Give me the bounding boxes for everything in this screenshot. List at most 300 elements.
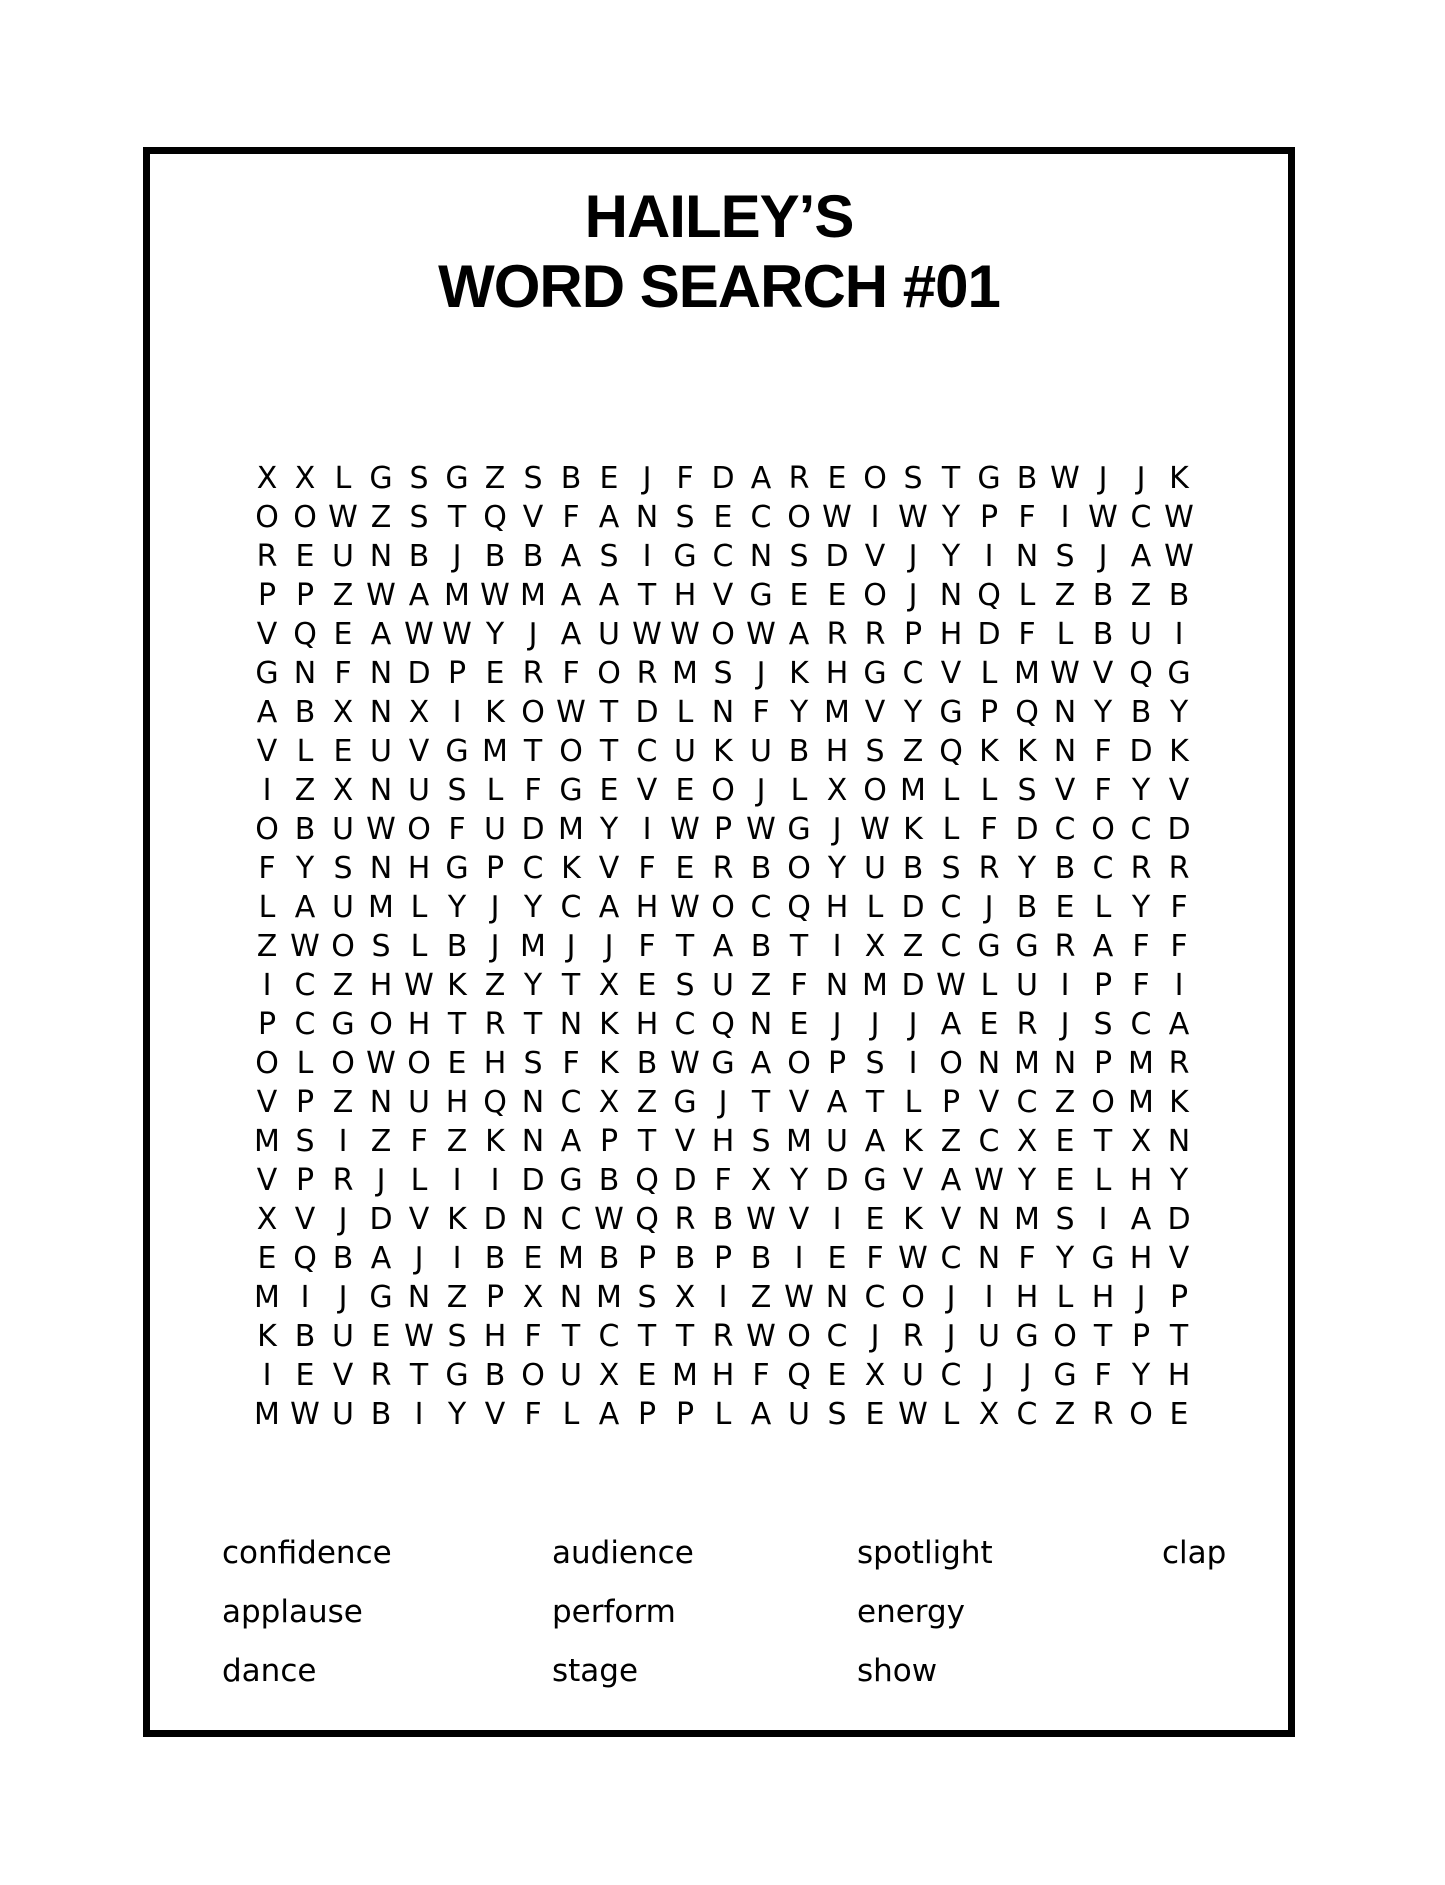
- grid-letter[interactable]: H: [1015, 1280, 1039, 1315]
- grid-letter[interactable]: B: [294, 695, 316, 730]
- grid-letter[interactable]: M: [444, 578, 470, 613]
- grid-letter[interactable]: W: [594, 1202, 624, 1237]
- grid-letter[interactable]: A: [788, 617, 810, 652]
- grid-letter[interactable]: V: [636, 773, 658, 808]
- grid-letter[interactable]: B: [294, 1319, 316, 1354]
- grid-letter[interactable]: U: [408, 1085, 430, 1120]
- grid-letter[interactable]: O: [863, 773, 887, 808]
- grid-letter[interactable]: F: [638, 851, 656, 886]
- grid-letter[interactable]: K: [713, 734, 733, 769]
- grid-letter[interactable]: L: [410, 890, 428, 925]
- grid-letter[interactable]: H: [939, 617, 963, 652]
- grid-letter[interactable]: A: [864, 1124, 886, 1159]
- grid-letter[interactable]: L: [1056, 1280, 1074, 1315]
- grid-letter[interactable]: S: [409, 500, 429, 535]
- grid-letter[interactable]: Z: [1054, 578, 1076, 613]
- grid-letter[interactable]: A: [408, 578, 430, 613]
- grid-letter[interactable]: B: [750, 929, 772, 964]
- grid-letter[interactable]: J: [946, 1280, 956, 1315]
- grid-letter[interactable]: N: [977, 1202, 1001, 1237]
- grid-letter[interactable]: I: [1060, 968, 1070, 1003]
- grid-letter[interactable]: M: [672, 656, 698, 691]
- grid-letter[interactable]: R: [902, 1319, 924, 1354]
- grid-letter[interactable]: J: [908, 578, 918, 613]
- grid-letter[interactable]: J: [452, 539, 462, 574]
- grid-letter[interactable]: O: [1053, 1319, 1077, 1354]
- grid-letter[interactable]: C: [902, 656, 924, 691]
- grid-letter[interactable]: D: [407, 656, 431, 691]
- grid-letter[interactable]: W: [784, 1280, 814, 1315]
- grid-letter[interactable]: H: [1129, 1241, 1153, 1276]
- grid-letter[interactable]: N: [369, 773, 393, 808]
- grid-letter[interactable]: B: [484, 1241, 506, 1276]
- grid-letter[interactable]: E: [599, 773, 619, 808]
- grid-letter[interactable]: M: [520, 578, 546, 613]
- grid-letter[interactable]: N: [521, 1124, 545, 1159]
- grid-letter[interactable]: Q: [939, 734, 963, 769]
- grid-letter[interactable]: F: [790, 968, 808, 1003]
- grid-letter[interactable]: W: [290, 929, 320, 964]
- grid-letter[interactable]: Q: [293, 617, 317, 652]
- grid-letter[interactable]: D: [1129, 734, 1153, 769]
- grid-letter[interactable]: B: [294, 812, 316, 847]
- grid-letter[interactable]: V: [788, 1085, 810, 1120]
- grid-letter[interactable]: I: [718, 1280, 728, 1315]
- grid-letter[interactable]: K: [599, 1007, 619, 1042]
- grid-letter[interactable]: L: [942, 1397, 960, 1432]
- grid-letter[interactable]: Y: [1017, 851, 1037, 886]
- grid-letter[interactable]: O: [407, 1046, 431, 1081]
- grid-letter[interactable]: G: [1015, 1319, 1039, 1354]
- grid-letter[interactable]: O: [787, 1046, 811, 1081]
- grid-letter[interactable]: M: [254, 1280, 280, 1315]
- grid-letter[interactable]: Z: [1054, 1397, 1076, 1432]
- grid-letter[interactable]: S: [827, 1397, 847, 1432]
- grid-letter[interactable]: Z: [636, 1085, 658, 1120]
- grid-letter[interactable]: F: [562, 500, 580, 535]
- grid-letter[interactable]: N: [1053, 1046, 1077, 1081]
- grid-letter[interactable]: W: [898, 1241, 928, 1276]
- grid-letter[interactable]: P: [485, 851, 505, 886]
- grid-letter[interactable]: E: [485, 656, 505, 691]
- grid-letter[interactable]: V: [294, 1202, 316, 1237]
- grid-letter[interactable]: J: [1060, 1007, 1070, 1042]
- grid-letter[interactable]: O: [711, 773, 735, 808]
- grid-letter[interactable]: T: [561, 968, 581, 1003]
- grid-letter[interactable]: M: [672, 1358, 698, 1393]
- grid-letter[interactable]: H: [483, 1046, 507, 1081]
- grid-letter[interactable]: W: [670, 617, 700, 652]
- grid-letter[interactable]: I: [832, 929, 842, 964]
- grid-letter[interactable]: H: [825, 656, 849, 691]
- grid-letter[interactable]: N: [369, 851, 393, 886]
- grid-letter[interactable]: U: [826, 1124, 848, 1159]
- grid-letter[interactable]: U: [332, 812, 354, 847]
- grid-letter[interactable]: E: [827, 578, 847, 613]
- grid-letter[interactable]: V: [712, 578, 734, 613]
- grid-letter[interactable]: G: [331, 1007, 355, 1042]
- grid-letter[interactable]: G: [559, 1163, 583, 1198]
- grid-letter[interactable]: N: [1015, 539, 1039, 574]
- grid-letter[interactable]: B: [1016, 890, 1038, 925]
- grid-letter[interactable]: S: [409, 461, 429, 496]
- grid-letter[interactable]: J: [756, 773, 766, 808]
- grid-letter[interactable]: J: [642, 461, 652, 496]
- grid-letter[interactable]: J: [604, 929, 614, 964]
- grid-letter[interactable]: C: [940, 1358, 962, 1393]
- grid-letter[interactable]: V: [978, 1085, 1000, 1120]
- grid-letter[interactable]: R: [1092, 1397, 1114, 1432]
- grid-letter[interactable]: P: [1169, 1280, 1189, 1315]
- grid-letter[interactable]: J: [1022, 1358, 1032, 1393]
- grid-letter[interactable]: D: [977, 617, 1001, 652]
- grid-letter[interactable]: N: [977, 1241, 1001, 1276]
- grid-letter[interactable]: W: [974, 1163, 1004, 1198]
- grid-letter[interactable]: T: [637, 1319, 657, 1354]
- grid-letter[interactable]: W: [366, 578, 396, 613]
- grid-letter[interactable]: X: [332, 695, 354, 730]
- grid-letter[interactable]: L: [296, 1046, 314, 1081]
- grid-letter[interactable]: M: [482, 734, 508, 769]
- grid-letter[interactable]: V: [902, 1163, 924, 1198]
- grid-letter[interactable]: C: [712, 539, 734, 574]
- grid-letter[interactable]: V: [788, 1202, 810, 1237]
- grid-letter[interactable]: O: [331, 1046, 355, 1081]
- grid-letter[interactable]: I: [490, 1163, 500, 1198]
- grid-letter[interactable]: F: [334, 656, 352, 691]
- grid-letter[interactable]: Y: [941, 539, 961, 574]
- grid-letter[interactable]: X: [1016, 1124, 1038, 1159]
- grid-letter[interactable]: Z: [750, 968, 772, 1003]
- grid-letter[interactable]: W: [1164, 500, 1194, 535]
- grid-letter[interactable]: Z: [446, 1124, 468, 1159]
- grid-letter[interactable]: I: [1098, 1202, 1108, 1237]
- grid-letter[interactable]: B: [598, 1241, 620, 1276]
- grid-letter[interactable]: M: [900, 773, 926, 808]
- grid-letter[interactable]: Z: [294, 773, 316, 808]
- grid-letter[interactable]: R: [370, 1358, 392, 1393]
- grid-letter[interactable]: C: [294, 968, 316, 1003]
- grid-letter[interactable]: F: [1094, 734, 1112, 769]
- grid-letter[interactable]: T: [637, 1124, 657, 1159]
- grid-letter[interactable]: Z: [902, 929, 924, 964]
- grid-letter[interactable]: U: [902, 1358, 924, 1393]
- grid-letter[interactable]: U: [978, 1319, 1000, 1354]
- grid-letter[interactable]: G: [1091, 1241, 1115, 1276]
- grid-letter[interactable]: M: [520, 929, 546, 964]
- grid-letter[interactable]: O: [939, 1046, 963, 1081]
- grid-letter[interactable]: P: [1093, 968, 1113, 1003]
- grid-letter[interactable]: S: [599, 539, 619, 574]
- grid-letter[interactable]: Z: [370, 500, 392, 535]
- grid-letter[interactable]: J: [718, 1085, 728, 1120]
- grid-letter[interactable]: E: [333, 734, 353, 769]
- grid-letter[interactable]: P: [903, 617, 923, 652]
- grid-letter[interactable]: F: [1132, 929, 1150, 964]
- grid-letter[interactable]: Z: [484, 968, 506, 1003]
- grid-letter[interactable]: W: [898, 500, 928, 535]
- grid-letter[interactable]: N: [559, 1280, 583, 1315]
- grid-letter[interactable]: J: [490, 929, 500, 964]
- grid-letter[interactable]: Y: [1017, 1163, 1037, 1198]
- grid-letter[interactable]: B: [408, 539, 430, 574]
- grid-letter[interactable]: S: [941, 851, 961, 886]
- grid-letter[interactable]: A: [826, 1085, 848, 1120]
- grid-letter[interactable]: B: [598, 1163, 620, 1198]
- grid-letter[interactable]: A: [598, 890, 620, 925]
- grid-letter[interactable]: T: [865, 1085, 885, 1120]
- grid-letter[interactable]: E: [523, 1241, 543, 1276]
- grid-letter[interactable]: N: [369, 539, 393, 574]
- grid-letter[interactable]: Z: [370, 1124, 392, 1159]
- grid-letter[interactable]: F: [752, 695, 770, 730]
- grid-letter[interactable]: L: [1056, 617, 1074, 652]
- grid-letter[interactable]: P: [713, 1241, 733, 1276]
- grid-letter[interactable]: Q: [977, 578, 1001, 613]
- grid-letter[interactable]: J: [908, 539, 918, 574]
- grid-letter[interactable]: E: [637, 1358, 657, 1393]
- grid-letter[interactable]: J: [870, 1319, 880, 1354]
- grid-letter[interactable]: O: [901, 1280, 925, 1315]
- grid-letter[interactable]: E: [257, 1241, 277, 1276]
- grid-letter[interactable]: F: [752, 1358, 770, 1393]
- grid-letter[interactable]: K: [903, 812, 923, 847]
- grid-letter[interactable]: K: [485, 695, 505, 730]
- grid-letter[interactable]: F: [524, 1397, 542, 1432]
- grid-letter[interactable]: Z: [1130, 578, 1152, 613]
- grid-letter[interactable]: A: [750, 1046, 772, 1081]
- grid-letter[interactable]: S: [333, 851, 353, 886]
- grid-letter[interactable]: N: [369, 656, 393, 691]
- grid-letter[interactable]: L: [296, 734, 314, 769]
- grid-letter[interactable]: Y: [295, 851, 315, 886]
- grid-letter[interactable]: Z: [446, 1280, 468, 1315]
- grid-letter[interactable]: F: [866, 1241, 884, 1276]
- grid-letter[interactable]: P: [941, 1085, 961, 1120]
- grid-letter[interactable]: Y: [447, 1397, 467, 1432]
- grid-letter[interactable]: O: [255, 500, 279, 535]
- grid-letter[interactable]: N: [711, 695, 735, 730]
- grid-letter[interactable]: S: [1017, 773, 1037, 808]
- grid-letter[interactable]: D: [1167, 812, 1191, 847]
- grid-letter[interactable]: J: [528, 617, 538, 652]
- grid-letter[interactable]: C: [940, 890, 962, 925]
- grid-letter[interactable]: Y: [485, 617, 505, 652]
- grid-letter[interactable]: G: [445, 734, 469, 769]
- grid-letter[interactable]: J: [1136, 1280, 1146, 1315]
- grid-letter[interactable]: H: [711, 1124, 735, 1159]
- grid-letter[interactable]: L: [334, 461, 352, 496]
- grid-letter[interactable]: F: [714, 1163, 732, 1198]
- grid-letter[interactable]: T: [447, 1007, 467, 1042]
- grid-letter[interactable]: J: [832, 812, 842, 847]
- grid-letter[interactable]: M: [254, 1124, 280, 1159]
- grid-letter[interactable]: A: [598, 1397, 620, 1432]
- grid-letter[interactable]: S: [447, 1319, 467, 1354]
- grid-letter[interactable]: S: [789, 539, 809, 574]
- grid-letter[interactable]: Y: [789, 1163, 809, 1198]
- grid-letter[interactable]: E: [789, 1007, 809, 1042]
- grid-letter[interactable]: D: [483, 1202, 507, 1237]
- grid-letter[interactable]: W: [936, 968, 966, 1003]
- grid-letter[interactable]: F: [676, 461, 694, 496]
- grid-letter[interactable]: K: [599, 1046, 619, 1081]
- grid-letter[interactable]: M: [596, 1280, 622, 1315]
- grid-letter[interactable]: H: [445, 1085, 469, 1120]
- grid-letter[interactable]: B: [332, 1241, 354, 1276]
- grid-letter[interactable]: U: [408, 773, 430, 808]
- grid-letter[interactable]: A: [560, 1124, 582, 1159]
- grid-letter[interactable]: H: [825, 890, 849, 925]
- grid-letter[interactable]: U: [674, 734, 696, 769]
- grid-letter[interactable]: O: [255, 1046, 279, 1081]
- grid-letter[interactable]: W: [404, 617, 434, 652]
- grid-letter[interactable]: J: [1098, 461, 1108, 496]
- grid-letter[interactable]: R: [522, 656, 544, 691]
- grid-letter[interactable]: V: [1168, 773, 1190, 808]
- grid-letter[interactable]: T: [561, 1319, 581, 1354]
- grid-letter[interactable]: R: [484, 1007, 506, 1042]
- grid-letter[interactable]: W: [366, 1046, 396, 1081]
- grid-letter[interactable]: I: [908, 1046, 918, 1081]
- grid-letter[interactable]: T: [599, 734, 619, 769]
- grid-letter[interactable]: U: [484, 812, 506, 847]
- grid-letter[interactable]: P: [637, 1241, 657, 1276]
- grid-letter[interactable]: H: [369, 968, 393, 1003]
- grid-letter[interactable]: S: [637, 1280, 657, 1315]
- grid-letter[interactable]: N: [369, 695, 393, 730]
- grid-letter[interactable]: K: [561, 851, 581, 886]
- grid-letter[interactable]: T: [409, 1358, 429, 1393]
- grid-letter[interactable]: L: [980, 968, 998, 1003]
- grid-letter[interactable]: W: [746, 617, 776, 652]
- grid-letter[interactable]: P: [979, 500, 999, 535]
- grid-letter[interactable]: W: [404, 1319, 434, 1354]
- grid-letter[interactable]: H: [635, 890, 659, 925]
- grid-letter[interactable]: X: [978, 1397, 1000, 1432]
- grid-letter[interactable]: V: [598, 851, 620, 886]
- grid-letter[interactable]: P: [295, 578, 315, 613]
- grid-letter[interactable]: C: [1092, 851, 1114, 886]
- grid-letter[interactable]: A: [598, 500, 620, 535]
- grid-letter[interactable]: M: [1128, 1046, 1154, 1081]
- grid-letter[interactable]: Q: [787, 890, 811, 925]
- grid-letter[interactable]: T: [675, 1319, 695, 1354]
- grid-letter[interactable]: W: [442, 617, 472, 652]
- grid-letter[interactable]: O: [787, 500, 811, 535]
- grid-letter[interactable]: T: [675, 929, 695, 964]
- grid-letter[interactable]: J: [338, 1280, 348, 1315]
- grid-letter[interactable]: P: [447, 656, 467, 691]
- grid-letter[interactable]: C: [1130, 812, 1152, 847]
- grid-letter[interactable]: A: [940, 1163, 962, 1198]
- grid-letter[interactable]: S: [751, 1124, 771, 1159]
- grid-letter[interactable]: H: [483, 1319, 507, 1354]
- grid-letter[interactable]: X: [332, 773, 354, 808]
- grid-letter[interactable]: O: [787, 1319, 811, 1354]
- grid-letter[interactable]: Y: [447, 890, 467, 925]
- grid-letter[interactable]: C: [1016, 1397, 1038, 1432]
- grid-letter[interactable]: N: [939, 578, 963, 613]
- grid-letter[interactable]: E: [599, 461, 619, 496]
- grid-letter[interactable]: O: [1091, 1085, 1115, 1120]
- grid-letter[interactable]: W: [366, 812, 396, 847]
- grid-letter[interactable]: S: [523, 1046, 543, 1081]
- grid-letter[interactable]: G: [977, 461, 1001, 496]
- grid-letter[interactable]: W: [670, 890, 700, 925]
- grid-letter[interactable]: S: [865, 734, 885, 769]
- grid-letter[interactable]: U: [560, 1358, 582, 1393]
- grid-letter[interactable]: U: [712, 968, 734, 1003]
- grid-letter[interactable]: V: [864, 539, 886, 574]
- grid-letter[interactable]: S: [865, 1046, 885, 1081]
- grid-letter[interactable]: M: [368, 890, 394, 925]
- grid-letter[interactable]: O: [787, 851, 811, 886]
- grid-letter[interactable]: Y: [827, 851, 847, 886]
- grid-letter[interactable]: I: [262, 773, 272, 808]
- grid-letter[interactable]: Y: [1169, 695, 1189, 730]
- grid-letter[interactable]: C: [636, 734, 658, 769]
- grid-letter[interactable]: E: [979, 1007, 999, 1042]
- grid-letter[interactable]: O: [863, 461, 887, 496]
- grid-letter[interactable]: J: [1098, 539, 1108, 574]
- grid-letter[interactable]: P: [599, 1124, 619, 1159]
- grid-letter[interactable]: U: [750, 734, 772, 769]
- grid-letter[interactable]: X: [294, 461, 316, 496]
- grid-letter[interactable]: R: [636, 656, 658, 691]
- grid-letter[interactable]: A: [940, 1007, 962, 1042]
- grid-letter[interactable]: D: [901, 968, 925, 1003]
- grid-letter[interactable]: A: [294, 890, 316, 925]
- grid-letter[interactable]: S: [713, 656, 733, 691]
- grid-letter[interactable]: F: [1170, 890, 1188, 925]
- grid-letter[interactable]: T: [523, 1007, 543, 1042]
- grid-letter[interactable]: G: [939, 695, 963, 730]
- grid-letter[interactable]: S: [1093, 1007, 1113, 1042]
- grid-letter[interactable]: E: [827, 461, 847, 496]
- grid-letter[interactable]: G: [1015, 929, 1039, 964]
- grid-letter[interactable]: W: [328, 500, 358, 535]
- grid-letter[interactable]: U: [864, 851, 886, 886]
- grid-letter[interactable]: J: [414, 1241, 424, 1276]
- grid-letter[interactable]: C: [1130, 500, 1152, 535]
- grid-letter[interactable]: W: [1088, 500, 1118, 535]
- grid-letter[interactable]: M: [558, 1241, 584, 1276]
- grid-letter[interactable]: E: [1169, 1397, 1189, 1432]
- grid-letter[interactable]: E: [447, 1046, 467, 1081]
- grid-letter[interactable]: I: [414, 1397, 424, 1432]
- grid-letter[interactable]: V: [864, 695, 886, 730]
- grid-letter[interactable]: F: [1132, 968, 1150, 1003]
- grid-letter[interactable]: N: [825, 968, 849, 1003]
- grid-letter[interactable]: M: [786, 1124, 812, 1159]
- grid-letter[interactable]: Y: [1169, 1163, 1189, 1198]
- grid-letter[interactable]: G: [255, 656, 279, 691]
- grid-letter[interactable]: C: [864, 1280, 886, 1315]
- grid-letter[interactable]: Z: [484, 461, 506, 496]
- grid-letter[interactable]: D: [711, 461, 735, 496]
- grid-letter[interactable]: L: [980, 773, 998, 808]
- grid-letter[interactable]: M: [254, 1397, 280, 1432]
- grid-letter[interactable]: E: [1055, 1163, 1075, 1198]
- grid-letter[interactable]: Z: [332, 578, 354, 613]
- grid-letter[interactable]: O: [521, 695, 545, 730]
- grid-letter[interactable]: Z: [332, 1085, 354, 1120]
- grid-letter[interactable]: E: [371, 1319, 391, 1354]
- grid-letter[interactable]: E: [1055, 890, 1075, 925]
- grid-letter[interactable]: J: [756, 656, 766, 691]
- grid-letter[interactable]: J: [1136, 461, 1146, 496]
